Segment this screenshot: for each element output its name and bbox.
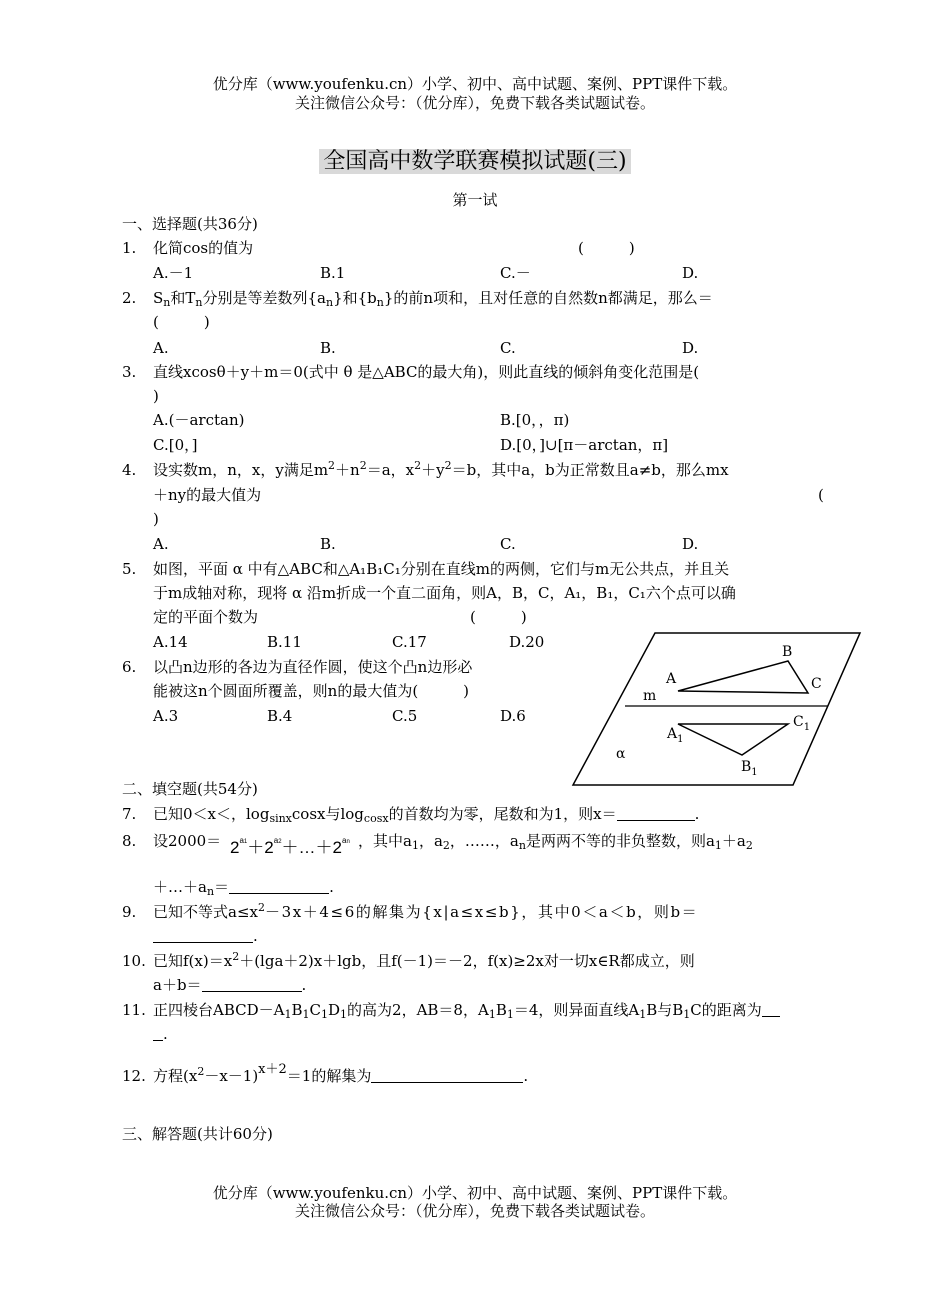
q11-s8: 1 — [683, 1008, 691, 1021]
page-subtitle: 第一试 — [452, 191, 498, 209]
q2-option-b: B. — [320, 339, 336, 357]
q8-f-plus1: ＋2 — [247, 838, 274, 857]
label-b1 — [741, 759, 758, 778]
q8-f-e1s: 1 — [243, 839, 248, 845]
q11-end: . — [163, 1025, 168, 1043]
label-a1-sub: 1 — [677, 734, 684, 745]
q6-line2: 能被这n个圆面所覆盖，则n的最大值为( ) — [153, 682, 470, 700]
q8-t1: 设2000＝ — [153, 832, 222, 850]
q3-option-c: C.[0，] — [153, 436, 198, 454]
q10-end: . — [301, 976, 307, 994]
q7-t2: cosx与log — [291, 805, 364, 823]
q11-s4: 1 — [340, 1008, 348, 1021]
q5-option-c: C.17 — [392, 633, 427, 651]
header-line-2: 关注微信公众号：（优分库），免费下载各类试题试卷。 — [294, 94, 655, 112]
q2-option-c: C. — [500, 339, 516, 357]
q8-f-e1a: a — [239, 836, 244, 845]
q7-t1: 已知0＜x＜，log — [153, 805, 270, 823]
q11-s1: 1 — [284, 1008, 292, 1021]
q11-t1: 正四棱台ABCD－A — [153, 1001, 285, 1019]
label-c1-letter: C — [793, 714, 804, 730]
q6-option-d: D.6 — [500, 707, 526, 725]
q7-text — [153, 804, 699, 824]
header-line-1: 优分库（www.youfenku.cn）小学、初中、高中试题、案例、PPT课件下载。 — [212, 75, 738, 93]
q4-t4: ＋y — [421, 461, 445, 479]
q12-text — [153, 1062, 529, 1086]
q8-line2 — [153, 877, 334, 897]
label-c1 — [793, 714, 810, 733]
q8-text — [153, 831, 221, 851]
triangle-a1b1c1 — [678, 724, 788, 755]
label-a1 — [666, 726, 684, 745]
q2-s1: n — [163, 296, 171, 309]
q8-f-e3s: n — [346, 839, 350, 845]
q11-blank-1[interactable] — [762, 1002, 780, 1017]
q7-blank[interactable] — [617, 806, 695, 821]
q4-option-a: A. — [153, 535, 169, 553]
q10-l2: a＋b＝ — [153, 976, 202, 994]
q2-t1: S — [153, 289, 164, 307]
q9-blank[interactable] — [153, 928, 253, 943]
q4-t1: 设实数m，n，x，y满足m — [153, 461, 329, 479]
q2-t5: }的前n项和，且对任意的自然数n都满足，那么＝ — [383, 289, 713, 307]
q3-number: 3. — [122, 363, 137, 381]
q8-l2b: ＝ — [214, 878, 230, 896]
q8-t3: ，a — [418, 832, 443, 850]
q2-option-d: D. — [682, 339, 699, 357]
label-b1-letter: B — [741, 759, 752, 775]
q11-t6: B — [495, 1001, 507, 1019]
q6-option-a: A.3 — [153, 707, 179, 725]
q2-t4: }和{b — [333, 289, 377, 307]
q8-f-e2s: 2 — [278, 839, 282, 845]
q4-line2: ＋ny的最大值为 — [153, 486, 262, 504]
q8-s1: 1 — [411, 839, 419, 852]
q4-option-c: C. — [500, 535, 516, 553]
q10-number: 10. — [122, 952, 146, 970]
q4-t5: ＝b，其中a，b为正常数且a≠b，那么mx — [451, 461, 729, 479]
q12-exp: x＋2 — [258, 1062, 287, 1077]
q3-option-a: A.(－arctan) — [153, 411, 245, 429]
q11-t5: 的高为2，AB＝8，A — [347, 1001, 489, 1019]
q6-line1: 以凸n边形的各边为直径作圆，使这个凸n边形必 — [153, 658, 473, 676]
q10-line2 — [153, 975, 306, 995]
q10-t1: 已知f(x)＝x — [153, 952, 233, 970]
q11-line2 — [153, 1024, 168, 1044]
q1-option-d: D. — [682, 264, 699, 282]
q9-number: 9. — [122, 903, 137, 921]
q10-t2: ＋(lga＋2)x＋lgb，且f(－1)＝－2，f(x)≥2x对一切x∈R都成立，则 — [239, 952, 695, 970]
q8-s2: 2 — [442, 839, 450, 852]
q1-option-c: C.－ — [500, 264, 531, 282]
q4-paren-close: ) — [153, 510, 159, 528]
label-c1-sub: 1 — [803, 722, 811, 733]
q4-paren-open: ( — [818, 486, 824, 504]
section-fill-in: 二、填空题(共54分) — [122, 780, 258, 798]
q2-s4: n — [376, 296, 384, 309]
q8-formula — [230, 838, 350, 858]
footer-line-1: 优分库（www.youfenku.cn）小学、初中、高中试题、案例、PPT课件下载。 — [212, 1184, 738, 1202]
section-answer: 三、解答题(共计60分) — [122, 1125, 273, 1143]
q8-f-e2 — [274, 836, 282, 845]
q10-blank[interactable] — [202, 977, 302, 992]
q9-end: . — [253, 927, 258, 945]
q11-s5: 1 — [488, 1008, 496, 1021]
q5-paren: ( ) — [470, 608, 527, 626]
q12-number: 12. — [122, 1067, 146, 1085]
q5-option-d: D.20 — [509, 633, 545, 651]
q8-s5: 2 — [745, 839, 753, 852]
q11-s3: 1 — [321, 1008, 328, 1021]
q8-f-e3a: a — [342, 836, 347, 845]
q11-t3: C — [309, 1001, 321, 1019]
q8-blank[interactable] — [229, 879, 329, 894]
label-alpha: α — [616, 746, 626, 762]
q6-number: 6. — [122, 658, 137, 676]
q12-blank[interactable] — [371, 1068, 523, 1083]
q4-t3: ＝a，x — [366, 461, 415, 479]
q4-s1: 2 — [328, 459, 336, 472]
q11-s7: 1 — [639, 1008, 647, 1021]
q9-t2: －3x＋4≤6的解集为{x|a≤x≤b}，其中0＜a＜b，则b＝ — [264, 903, 699, 921]
q4-option-d: D. — [682, 535, 699, 553]
q7-number: 7. — [122, 805, 137, 823]
q5-option-a: A.14 — [153, 633, 188, 651]
q8-f-e3 — [342, 836, 350, 845]
section-choice: 一、选择题(共36分) — [122, 215, 258, 233]
q9-s1: 2 — [257, 901, 265, 914]
q2-t3: 分别是等差数列{a — [202, 289, 326, 307]
q8-t2: ，其中a — [358, 832, 412, 850]
q8-t6: ＋a — [721, 832, 746, 850]
q5-line3: 定的平面个数为 — [153, 608, 259, 626]
triangle-abc — [678, 661, 808, 693]
q6-option-c: C.5 — [392, 707, 418, 725]
q3-option-b: B.[0，，π) — [500, 411, 570, 429]
q8-end: . — [329, 878, 334, 896]
q12-t3: ＝1的解集为 — [286, 1067, 372, 1085]
q4-text — [153, 460, 729, 480]
q8-f-e2a: a — [273, 836, 279, 845]
q8-s4: 1 — [714, 839, 722, 852]
label-c: C — [811, 676, 822, 692]
q12-t1: 方程(x — [153, 1067, 198, 1085]
q11-t2: B — [291, 1001, 303, 1019]
q5-line1: 如图，平面 α 中有△ABC和△A₁B₁C₁分别在直线m的两侧，它们与m无公共点，并且关 — [153, 560, 730, 578]
q8-f-plus2: ＋…＋2 — [281, 838, 342, 857]
q8-text-rest — [358, 831, 753, 851]
q3-paren: ) — [153, 387, 159, 405]
label-b: B — [782, 644, 793, 660]
plane-alpha-outline — [573, 633, 860, 785]
q4-t2: ＋n — [335, 461, 360, 479]
q2-option-a: A. — [153, 339, 169, 357]
q4-s3: 2 — [414, 459, 422, 472]
footer-line-2: 关注微信公众号：（优分库），免费下载各类试题试卷。 — [294, 1202, 655, 1220]
q11-t7: ＝4，则异面直线A — [513, 1001, 640, 1019]
q7-s2: cosx — [363, 812, 389, 825]
q2-s3: n — [325, 296, 334, 309]
q7-t3: 的首数均为零，尾数和为1，则x＝ — [388, 805, 617, 823]
q11-s2: 1 — [302, 1008, 310, 1021]
q1-paren: ( ) — [578, 239, 635, 257]
q11-t8: B与B — [646, 1001, 684, 1019]
page-title-text: 全国高中数学联赛模拟试题(三) — [319, 149, 630, 174]
q12-s1: 2 — [197, 1065, 205, 1078]
q2-t2: 和T — [170, 289, 196, 307]
label-a: A — [666, 671, 677, 687]
q2-number: 2. — [122, 289, 137, 307]
q4-s2: 2 — [359, 459, 367, 472]
q9-line2 — [153, 926, 258, 946]
q8-t5: 是两两不等的非负整数，则a — [525, 832, 715, 850]
q10-s1: 2 — [232, 950, 240, 963]
q11-s6: 1 — [506, 1008, 514, 1021]
q4-option-b: B. — [320, 535, 336, 553]
label-a1-letter: A — [667, 726, 678, 742]
q11-text — [153, 1000, 780, 1020]
q2-paren: ( ) — [153, 313, 210, 331]
q2-s2: n — [195, 296, 203, 309]
q8-number: 8. — [122, 832, 137, 850]
q5-line2: 于m成轴对称，现将 α 沿m折成一个直二面角，则A，B，C，A₁，B₁，C₁六个点可以确 — [153, 584, 736, 602]
q3-option-d: D.[0，]∪[π－arctan，π] — [500, 436, 669, 454]
q7-end: . — [694, 805, 700, 823]
label-b1-sub: 1 — [751, 767, 758, 778]
q1-number: 1. — [122, 239, 137, 257]
q9-t1: 已知不等式a≤x — [153, 903, 258, 921]
q11-t4: D — [328, 1001, 341, 1019]
q5-number: 5. — [122, 560, 137, 578]
q8-s3: n — [518, 839, 526, 852]
q11-t9: C的距离为 — [690, 1001, 762, 1019]
page-title — [0, 148, 950, 176]
q8-t4: ，……，a — [449, 832, 519, 850]
q6-option-b: B.4 — [267, 707, 293, 725]
q4-s4: 2 — [444, 459, 452, 472]
q1-option-a: A.－1 — [153, 264, 194, 282]
q7-s1: sinx — [269, 812, 292, 825]
q8-l2a: ＋…＋a — [153, 878, 207, 896]
q8-l2sub: n — [206, 885, 215, 898]
q11-number: 11. — [122, 1001, 146, 1019]
label-m: m — [643, 688, 657, 704]
q2-text — [153, 288, 713, 308]
q11-blank-2[interactable] — [153, 1026, 163, 1041]
geometry-figure — [560, 625, 870, 790]
q3-text: 直线xcosθ＋y＋m＝0(式中 θ 是△ABC的最大角)，则此直线的倾斜角变化范围是( — [153, 363, 700, 381]
q9-text — [153, 902, 828, 922]
q5-option-b: B.11 — [267, 633, 302, 651]
q12-t2: －x－1) — [204, 1067, 259, 1085]
q12-end: . — [523, 1067, 529, 1085]
q8-f-base1: 2 — [230, 838, 240, 857]
q1-option-b: B.1 — [320, 264, 346, 282]
q4-number: 4. — [122, 461, 137, 479]
q1-text: 化简cos的值为 — [153, 239, 254, 257]
q10-text — [153, 951, 695, 971]
